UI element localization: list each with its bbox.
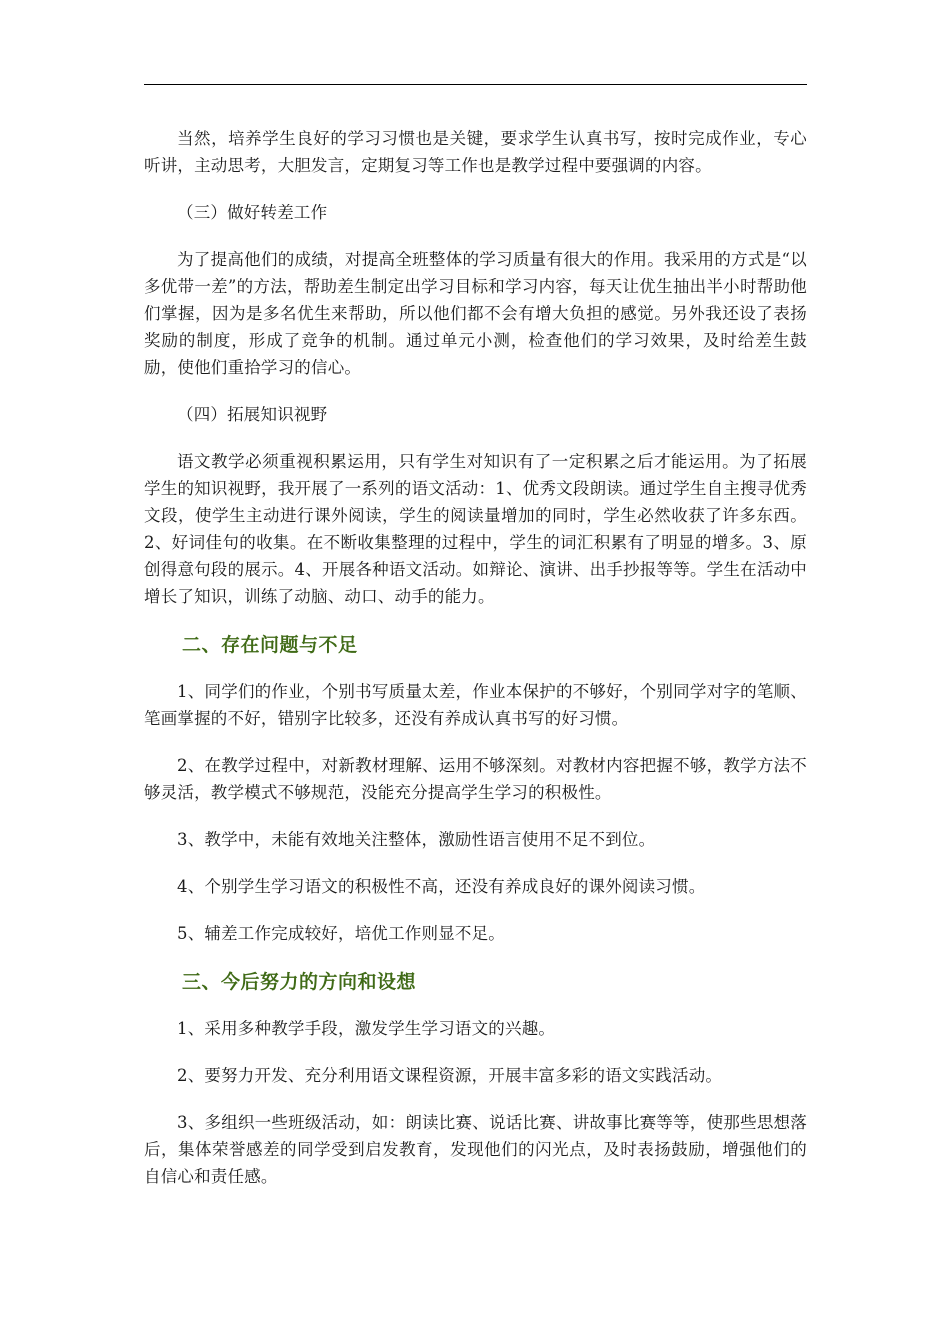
paragraph-study-habits: 当然，培养学生良好的学习习惯也是关键，要求学生认真书写，按时完成作业，专心听讲，主动思考，大胆发言，定期复习等工作也是教学过程中要强调的内容。 (144, 129, 807, 175)
paragraph-language-activities: 语文教学必须重视积累运用，只有学生对知识有了一定积累之后才能运用。为了拓展学生的知识视野，我开展了一系列的语文活动：1、优秀文段朗读。通过学生自主搜寻优秀文段，使学生主动进行课外阅读，学生的阅读量增加的同时，学生必然收获了许多东西。2、好词佳句的收集。在不断收集整理的过程中，学生的词汇积累有了明显的增多。3、原创得意句段的展示。4、开展各种语文活动。如辩论、演讲、出手抄报等等。学生在活动中增长了知识，训练了动脑、动口、动手的能力。 (144, 452, 807, 606)
problem-item: 2、在教学过程中，对新教材理解、运用不够深刻。对教材内容把握不够，教学方法不够灵活，教学模式不够规范，没能充分提高学生学习的积极性。 (144, 756, 807, 802)
problem-item: 4、个别学生学习语文的积极性不高，还没有养成良好的课外阅读习惯。 (177, 877, 706, 896)
section-heading-problems: 二、存在问题与不足 (182, 634, 358, 656)
problem-item: 3、教学中，未能有效地关注整体，激励性语言使用不足不到位。 (177, 830, 656, 849)
plan-item: 2、要努力开发、充分利用语文课程资源，开展丰富多彩的语文实践活动。 (177, 1066, 723, 1085)
plan-item: 1、采用多种教学手段，激发学生学习语文的兴趣。 (177, 1019, 556, 1038)
header-rule (144, 84, 807, 85)
problem-item: 5、辅差工作完成较好，培优工作则显不足。 (177, 924, 505, 943)
subheading-remedial-work: （三）做好转差工作 (177, 203, 328, 222)
section-heading-future-plans: 三、今后努力的方向和设想 (182, 971, 417, 993)
plan-item: 3、多组织一些班级活动，如：朗读比赛、说话比赛、讲故事比赛等等，使那些思想落后，集体荣誉感差的同学受到启发教育，发现他们的闪光点，及时表扬鼓励，增强他们的自信心和责任感。 (144, 1113, 807, 1186)
subheading-expand-knowledge: （四）拓展知识视野 (177, 405, 328, 424)
problem-item: 1、同学们的作业，个别书写质量太差，作业本保护的不够好，个别同学对字的笔顺、笔画掌握的不好，错别字比较多，还没有养成认真书写的好习惯。 (144, 682, 807, 728)
paragraph-remedial-method: 为了提高他们的成绩，对提高全班整体的学习质量有很大的作用。我采用的方式是“以多优带一差”的方法，帮助差生制定出学习目标和学习内容，每天让优生抽出半小时帮助他们掌握，因为是多名优生来帮助，所以他们都不会有增大负担的感觉。另外我还设了表扬奖励的制度，形成了竞争的机制。通过单元小测，检查他们的学习效果，及时给差生鼓励，使他们重拾学习的信心。 (144, 250, 807, 377)
document-body (144, 125, 807, 1210)
